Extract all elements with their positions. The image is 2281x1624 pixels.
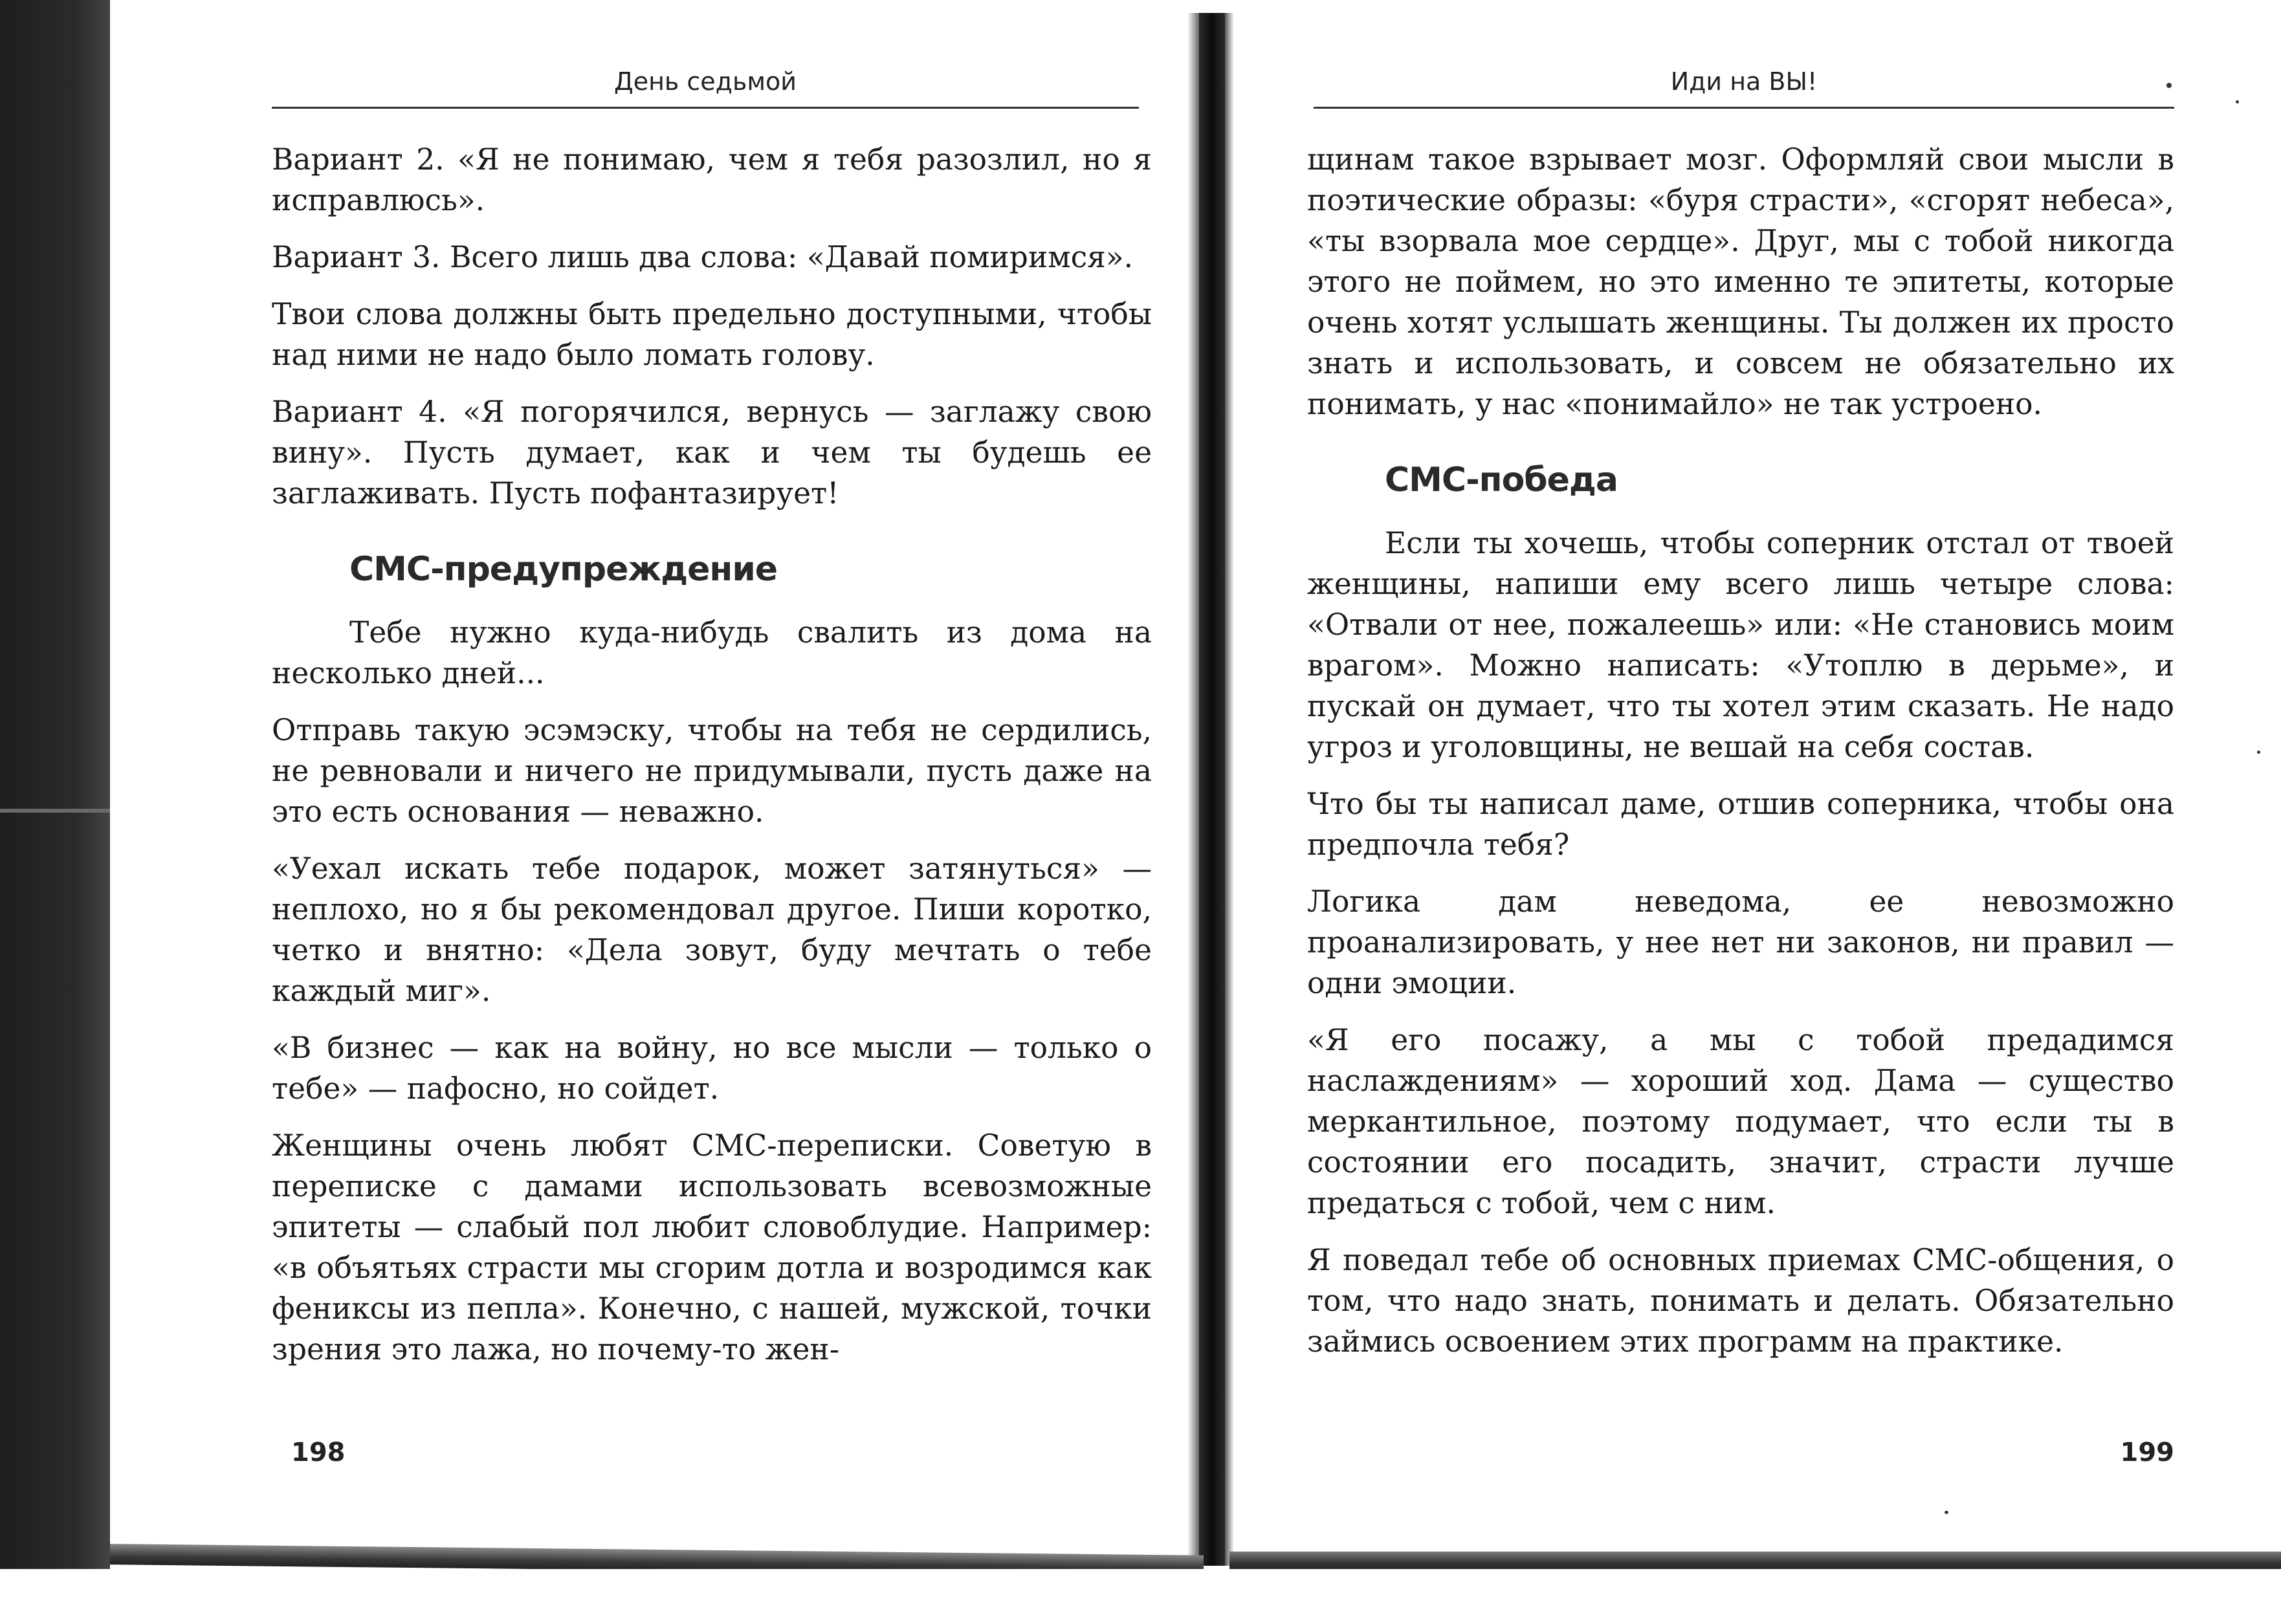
page-body xyxy=(1307,139,2174,1378)
running-header: Иди на ВЫ! xyxy=(1314,62,2174,109)
running-header: День седьмой xyxy=(272,62,1139,109)
scan-bottom-edge-right xyxy=(1229,1552,2281,1571)
paragraph: «Я его посажу, а мы с тобой предадимся наслаждениям» — хороший ход. Дама — существо меркантильное, поэтому подумает, что если ты в состоянии его посадить, значит, страсти лучше предаться с тобой, чем с ним. xyxy=(1307,1023,2174,1220)
page-number: 199 xyxy=(2120,1438,2174,1467)
scan-bottom-margin xyxy=(0,1569,2281,1624)
paragraph: Вариант 3. Всего лишь два слова: «Давай помиримся». xyxy=(272,240,1134,274)
paragraph: «В бизнес — как на войну, но все мысли — только о тебе» — пафосно, но сойдет. xyxy=(272,1031,1152,1106)
paragraph: Что бы ты написал даме, отшив соперника, чтобы она предпочла тебя? xyxy=(1307,787,2174,862)
paragraph: Вариант 2. «Я не понимаю, чем я тебя разозлил, но я исправлюсь». xyxy=(272,142,1152,217)
paragraph: Я поведал тебе об основных приемах СМС-общения, о том, что надо знать, понимать и делать. Обязательно займись освоением этих программ на практике. xyxy=(1307,1243,2174,1359)
scan-speck xyxy=(2236,100,2239,104)
scan-speck xyxy=(1945,1511,1948,1514)
section-heading: СМС-победа xyxy=(1385,461,1618,499)
paragraph: Твои слова должны быть предельно доступными, чтобы над ними не надо было ломать голову. xyxy=(272,297,1152,372)
spine-shadow-left xyxy=(1187,13,1199,1566)
book-spine xyxy=(1199,13,1225,1566)
paragraph: Если ты хочешь, чтобы соперник отстал от твоей женщины, напиши ему всего лишь четыре слова: «Отвали от нее, пожалеешь» или: «Не становись моим врагом». Можно написать: «Утоплю в дерьме», и пускай он думает, что ты хотел этим сказать. Не надо угроз и уголовщины, не вешай на себя состав. xyxy=(1307,526,2174,764)
paragraph: Отправь такую эсэмэску, чтобы на тебя не сердились, не ревновали и ничего не придумывали, пусть даже на это есть основания — неважно. xyxy=(272,713,1152,829)
section-heading: СМС-предупреждение xyxy=(349,550,778,589)
paragraph: «Уехал искать тебе подарок, может затянуться» — неплохо, но я бы рекомендовал другое. Пиши коротко, четко и внятно: «Дела зовут, буду мечтать о тебе каждый миг». xyxy=(272,851,1152,1008)
paragraph: Тебе нужно куда-нибудь свалить из дома на несколько дней... xyxy=(272,615,1152,690)
paragraph: Женщины очень любят СМС-переписки. Советую в переписке с дамами использовать всевозможные эпитеты — слабый пол любит словоблудие. Например: «в объятьях страсти мы сгорим дотла и возродимся как фениксы из пепла». Конечно, с нашей, мужской, точки зрения это лажа, но почему-то жен- xyxy=(272,1128,1152,1366)
paragraph: Логика дам неведома, ее невозможно проанализировать, у нее нет ни законов, ни правил — одни эмоции. xyxy=(1307,884,2174,1000)
paragraph: Вариант 4. «Я погорячился, вернусь — заглажу свою вину». Пусть думает, как и чем ты будешь ее заглаживать. Пусть пофантазирует! xyxy=(272,395,1152,510)
spine-shadow-right xyxy=(1225,13,1234,1566)
paragraph: щинам такое взрывает мозг. Оформляй свои мысли в поэтические образы: «буря страсти», «сгорят небеса», «ты взорвала мое сердце». Друг, мы с тобой никогда этого не поймем, но это именно те эпитеты, которые очень хотят услышать женщины. Ты должен их просто знать и использовать, и совсем не обязательно их понимать, у нас «понимайло» не так устроено. xyxy=(1307,142,2174,421)
page-number: 198 xyxy=(291,1438,346,1467)
page-body xyxy=(272,139,1152,1386)
scan-left-shadow xyxy=(0,0,110,1624)
scan-seam xyxy=(0,809,110,813)
scan-speck xyxy=(2257,751,2260,754)
